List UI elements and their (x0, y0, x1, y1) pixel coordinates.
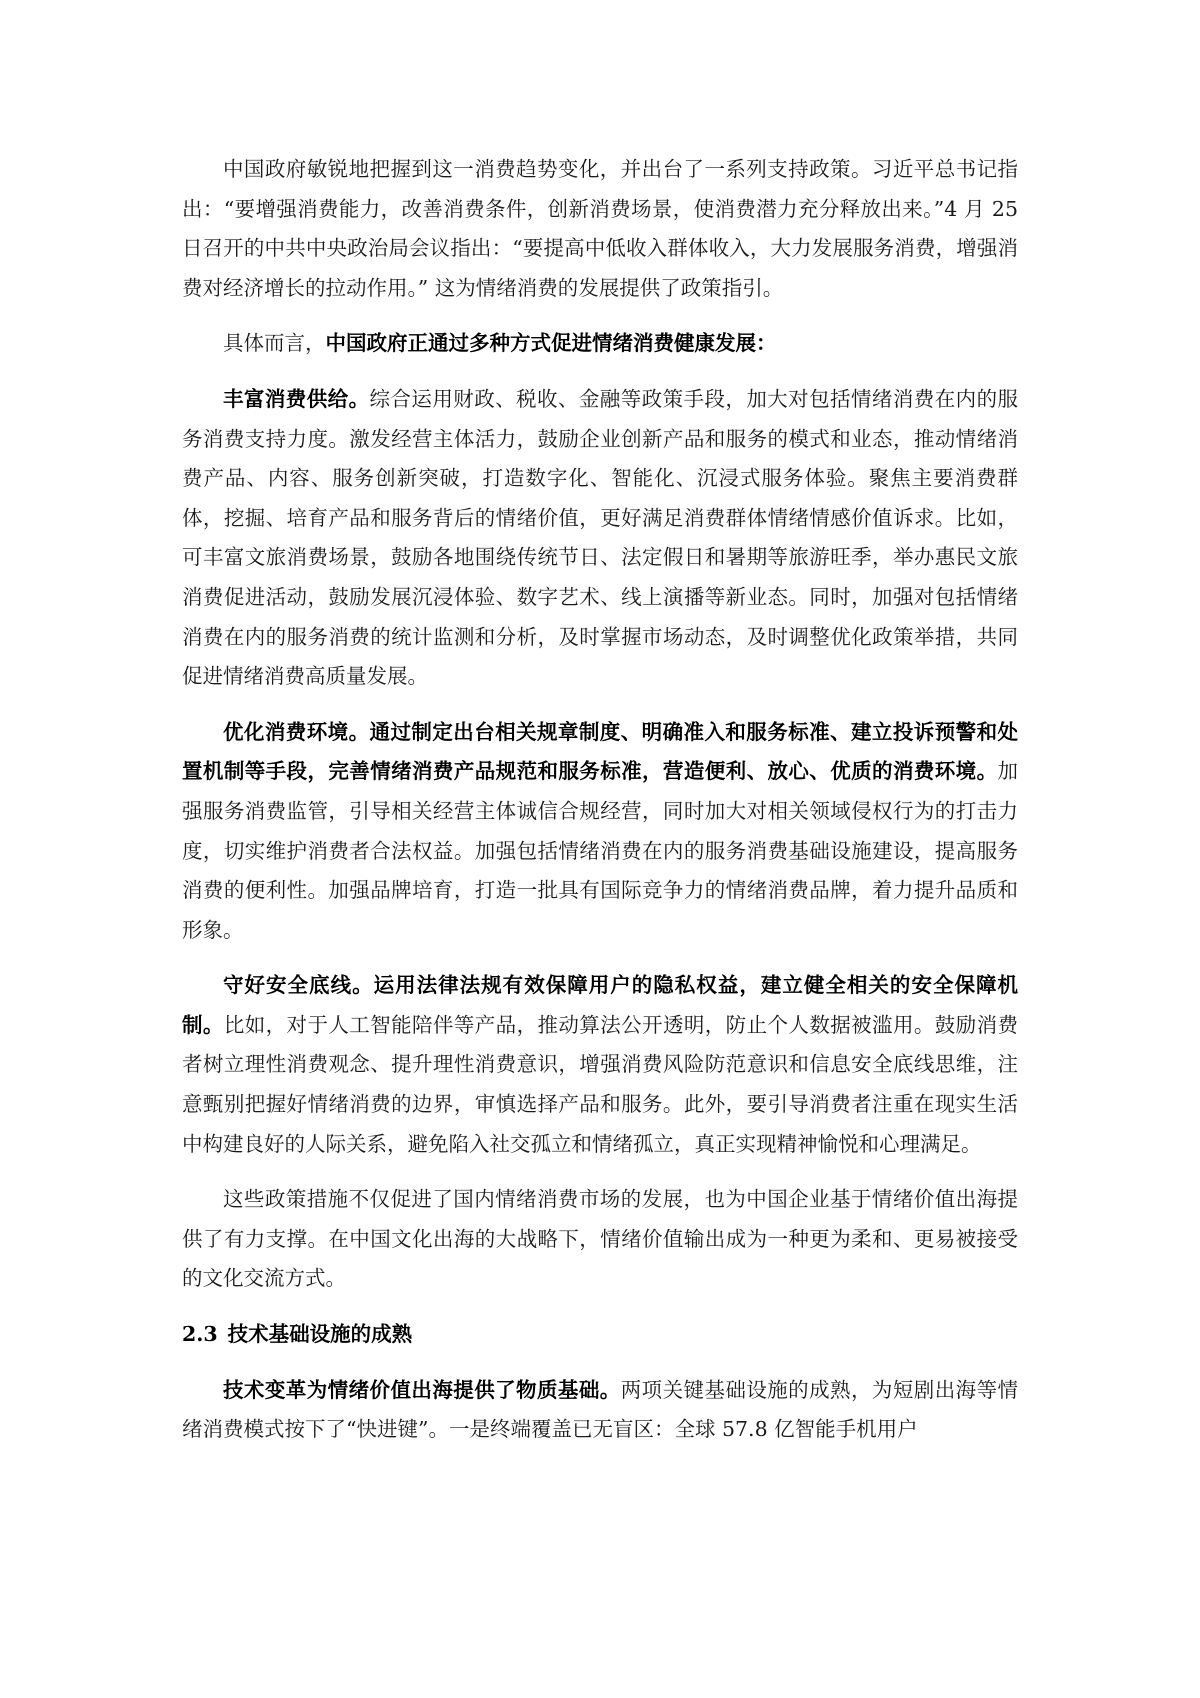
paragraph-bold-text: 中国政府正通过多种方式促进情绪消费健康发展： (325, 331, 777, 356)
paragraph-specifically (182, 324, 1018, 364)
document-body (182, 150, 1018, 1450)
paragraph-text: 比如，对于人工智能陪伴等产品，推动算法公开透明，防止个人数据被滥用。鼓励消费者树立理性消费观念、提升理性消费意识，增强消费风险防范意识和信息安全底线思维，注意甄别把握好情绪消费的边界，审慎选择产品和服务。此外，要引导消费者注重在现实生活中构建良好的人际关系，避免陷入社交孤立和情绪孤立，真正实现精神愉悦和心理满足。 (182, 1012, 1019, 1156)
paragraph-text: 加强服务消费监管，引导相关经营主体诚信合规经营，同时加大对相关领域侵权行为的打击力度，切实维护消费者合法权益。加强包括情绪消费在内的服务消费基础设施建设，提高服务消费的便利性。加强品牌培育，打造一批具有国际竞争力的情绪消费品牌，着力提升品质和形象。 (182, 759, 1018, 942)
paragraph-text: 这些政策措施不仅促进了国内情绪消费市场的发展，也为中国企业基于情绪价值出海提供了有力支撑。在中国文化出海的大战略下，情绪价值输出成为一种更为柔和、更易被接受的文化交流方式。 (182, 1187, 1018, 1291)
paragraph-text: 中国政府敏锐地把握到这一消费趋势变化，并出台了一系列支持政策。习近平总书记指出：“要增强消费能力，改善消费条件，创新消费场景，使消费潜力充分释放出来。”4 月 25 日召开的中共中央政治局会议指出：“要提高中低收入群体收入，大力发展服务消费，增强消费对经济增长的拉动作用。” 这为情绪消费的发展提供了政策指引。 (182, 157, 1018, 300)
paragraph-bold-lead: 守好安全底线。运用法律法规有效保障用户的隐私权益，建立健全相关的安全保障机制。 (182, 973, 1018, 1037)
paragraph-bold-lead: 丰富消费供给。 (223, 386, 370, 411)
paragraph-safety-bottom-line (182, 966, 1018, 1164)
paragraph-policy-summary (182, 1180, 1018, 1299)
section-title: 技术基础设施的成熟 (227, 1322, 413, 1347)
section-heading (182, 1315, 1018, 1355)
paragraph-tech-change (182, 1371, 1018, 1450)
paragraph-optimize-environment (182, 713, 1018, 951)
section-number: 2.3 (182, 1322, 218, 1347)
paragraph-text: 综合运用财政、税收、金融等政策手段，加大对包括情绪消费在内的服务消费支持力度。激发经营主体活力，鼓励企业创新产品和服务的模式和业态，推动情绪消费产品、内容、服务创新突破，打造数字化、智能化、沉浸式服务体验。聚焦主要消费群体，挖掘、培育产品和服务背后的情绪价值，更好满足消费群体情绪情感价值诉求。比如，可丰富文旅消费场景，鼓励各地围绕传统节日、法定假日和暑期等旅游旺季，举办惠民文旅消费促进活动，鼓励发展沉浸体验、数字艺术、线上演播等新业态。同时，加强对包括情绪消费在内的服务消费的统计监测和分析，及时掌握市场动态，及时调整优化政策举措，共同促进情绪消费高质量发展。 (182, 386, 1019, 689)
paragraph-enrich-supply (182, 380, 1018, 697)
paragraph-policy-intro (182, 150, 1018, 308)
paragraph-bold-lead: 技术变革为情绪价值出海提供了物质基础。 (223, 1377, 621, 1402)
paragraph-text: 两项关键基础设施的成熟，为短剧出海等情绪消费模式按下了“快进键”。一是终端覆盖已无盲区：全球 57.8 亿智能手机用户 (182, 1377, 1019, 1442)
paragraph-bold-lead: 优化消费环境。通过制定出台相关规章制度、明确准入和服务标准、建立投诉预警和处置机制等手段，完善情绪消费产品规范和服务标准，营造便利、放心、优质的消费环境。 (182, 719, 1018, 784)
paragraph-lead-text: 具体而言， (223, 331, 326, 356)
